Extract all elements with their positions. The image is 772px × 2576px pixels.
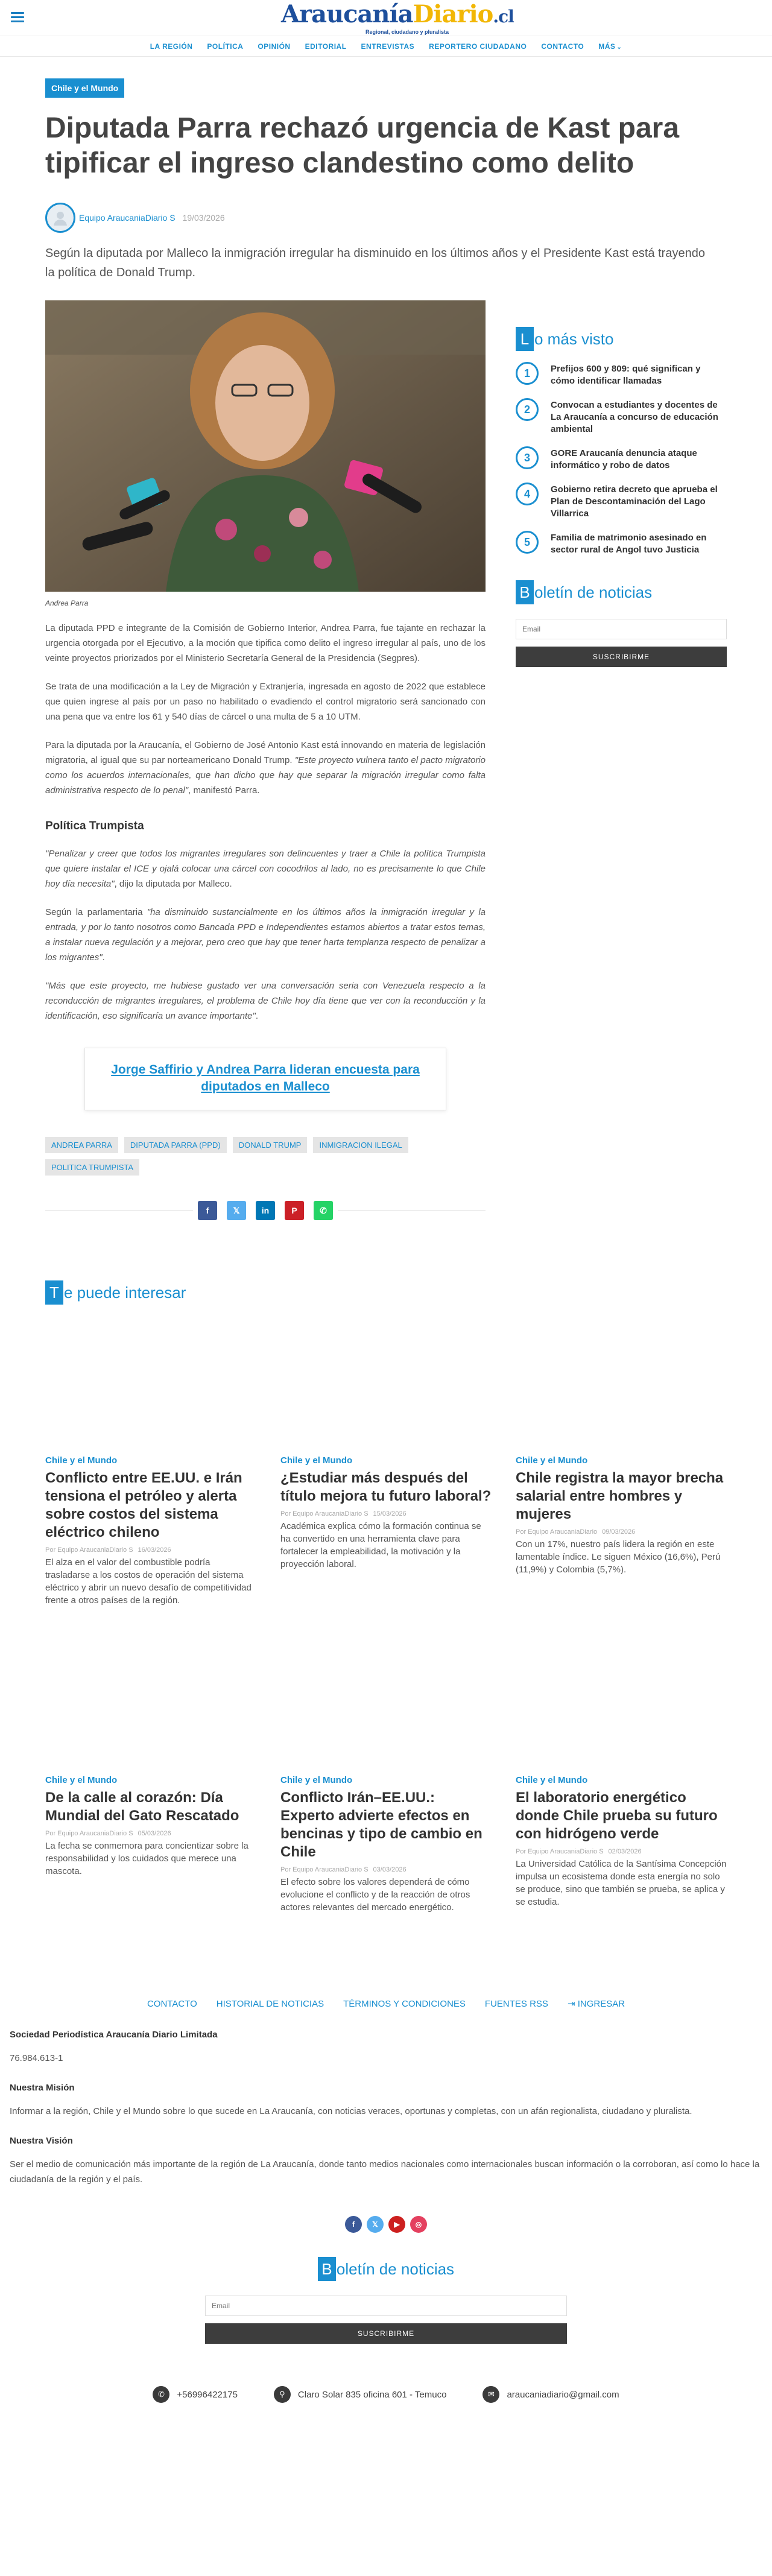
card-category[interactable]: Chile y el Mundo: [45, 1775, 118, 1785]
most-viewed-list: [516, 362, 727, 556]
card-author: Por Equipo AraucaniaDiario: [516, 1528, 598, 1536]
most-viewed-title: o más visto: [534, 329, 614, 348]
paragraph-4-quote: "Penalizar y creer que todos los migrantes irregulares son delincuentes y traer a Chile la política Trumpista que quiere instalar el ICE y ojalá colocar una cárcel con cocodrilos al lado, no es precisamente lo que Chile hoy día necesita": [45, 849, 486, 889]
mail-icon: ✉: [482, 2386, 499, 2403]
card-category[interactable]: Chile y el Mundo: [45, 1455, 118, 1466]
section-subheading: Política Trumpista: [45, 820, 144, 832]
card-title[interactable]: Chile registra la mayor brecha salarial entre hombres y mujeres: [516, 1470, 724, 1522]
most-viewed-title-1[interactable]: Prefijos 600 y 809: qué significan y cómo identificar llamadas: [551, 364, 701, 386]
list-item[interactable]: [516, 398, 727, 435]
paragraph-6-end: .: [255, 1011, 259, 1021]
interest-cards: [45, 1323, 727, 1962]
footer-link-rss[interactable]: FUENTES RSS: [484, 1998, 548, 2009]
x-icon: 𝕏: [233, 1205, 240, 1215]
facebook-icon: f: [206, 1206, 209, 1215]
card-title[interactable]: El laboratorio energético donde Chile prueba su futuro con hidrógeno verde: [516, 1790, 718, 1842]
footer-link-contacto[interactable]: CONTACTO: [147, 1998, 197, 2009]
share-bar: [45, 1201, 486, 1220]
card-meta: [280, 1510, 492, 1517]
tag-politica-trumpista[interactable]: POLITICA TRUMPISTA: [45, 1159, 139, 1176]
paragraph-3-end: , manifestó Parra.: [188, 785, 260, 796]
card-date: 02/03/2026: [608, 1848, 642, 1855]
nav-reportero-ciudadano[interactable]: REPORTERO CIUDADANO: [429, 42, 527, 51]
most-viewed-initial: L: [516, 327, 534, 351]
footer-newsletter-heading: [205, 2257, 567, 2281]
article-lead: Según la diputada por Malleco la inmigración irregular ha disminuido en los últimos años y el Presidente Kast está trayendo la política de Donald Trump.: [45, 247, 705, 279]
card-category[interactable]: Chile y el Mundo: [516, 1775, 588, 1785]
nav-la-region[interactable]: LA REGIÓN: [150, 42, 193, 51]
card-excerpt: La fecha se conmemora para concientizar sobre la responsabilidad y los cuidados que merece una mascota.: [45, 1841, 248, 1876]
whatsapp-share-button[interactable]: [314, 1201, 333, 1220]
vision-text: Ser el medio de comunicación más importante de la región de La Araucanía, donde tanto medios nacionales como internacionales buscan información o la corroboran, así como lo hace la ciudadanía de la región y el país.: [10, 2159, 760, 2185]
nav-mas[interactable]: [591, 42, 629, 51]
card-meta: [280, 1866, 492, 1873]
mission-title: Nuestra Misión: [10, 2083, 75, 2093]
card-title[interactable]: Conflicto Irán–EE.UU.: Experto advierte efectos en bencinas y tipo de cambio en Chile: [280, 1790, 482, 1860]
related-article-box: [84, 1048, 446, 1110]
user-icon: [51, 209, 69, 227]
nav-editorial[interactable]: EDITORIAL: [305, 42, 347, 51]
newsletter-initial: B: [516, 580, 534, 604]
most-viewed-title-4[interactable]: Gobierno retira decreto que aprueba el Plan de Descontaminación del Lago Villarrica: [551, 484, 718, 519]
card-meta: [45, 1546, 256, 1554]
author-name[interactable]: Equipo AraucaniaDiario S: [79, 213, 176, 223]
instagram-icon: ◎: [415, 2220, 422, 2229]
linkedin-share-button[interactable]: [256, 1201, 275, 1220]
image-caption: Andrea Parra: [45, 599, 89, 607]
tag-list: [45, 1137, 486, 1176]
rank-number: 4: [516, 483, 539, 505]
rank-number: 2: [516, 398, 539, 421]
newsletter-title: oletín de noticias: [534, 583, 653, 601]
site-header: [0, 0, 772, 36]
footer-info: [0, 2030, 772, 2187]
card-author: Por Equipo AraucaniaDiario S: [280, 1510, 369, 1517]
instagram-link[interactable]: [410, 2216, 427, 2233]
logo-text-1: Araucanía: [281, 0, 413, 28]
paragraph-2: Se trata de una modificación a la Ley de Migración y Extranjería, ingresada en agosto de 2022 que establece que quien ingrese al país por un paso no habilitado o evadiendo el control migratorio será sancionado con una pena que va entre los 61 y 540 días de cárcel o una multa de 5 a 10 UTM.: [45, 682, 486, 722]
card-author: Por Equipo AraucaniaDiario S: [45, 1830, 133, 1837]
card-excerpt: El alza en el valor del combustible podría trasladarse a los costos de operación del sistema eléctrico y abrir un nuevo desafío de competitividad frente a otros países de la región.: [45, 1557, 252, 1606]
contact-address: [274, 2386, 447, 2403]
main-nav: [0, 36, 772, 57]
tag-diputada-parra[interactable]: DIPUTADA PARRA (PPD): [124, 1137, 227, 1153]
news-card[interactable]: [280, 1642, 492, 1962]
newsletter-email-input[interactable]: [516, 619, 727, 639]
tag-inmigracion-ilegal[interactable]: INMIGRACION ILEGAL: [313, 1137, 408, 1153]
address-text: Claro Solar 835 oficina 601 - Temuco: [297, 2389, 447, 2400]
card-title[interactable]: De la calle al corazón: Día Mundial del Gato Rescatado: [45, 1790, 239, 1824]
card-date: 09/03/2026: [602, 1528, 636, 1536]
footer-nav: [0, 1998, 772, 2009]
contact-phone[interactable]: [153, 2386, 238, 2403]
card-author: Por Equipo AraucaniaDiario S: [516, 1848, 604, 1855]
nav-opinion[interactable]: OPINIÓN: [258, 42, 291, 51]
nav-entrevistas[interactable]: ENTREVISTAS: [361, 42, 415, 51]
pinterest-icon: P: [291, 1206, 297, 1215]
card-excerpt: Con un 17%, nuestro país lidera la región en este lamentable índice. Le siguen México (16,6%), Perú (11,9%) y Colombia (5,7%).: [516, 1539, 721, 1575]
location-icon: ⚲: [274, 2386, 291, 2403]
card-date: 16/03/2026: [138, 1546, 171, 1554]
related-article-link[interactable]: Jorge Saffirio y Andrea Parra lideran encuesta para diputados en Malleco: [111, 1063, 420, 1093]
list-item[interactable]: [516, 531, 727, 556]
nav-politica[interactable]: POLÍTICA: [207, 42, 244, 51]
rank-number: 1: [516, 362, 539, 385]
paragraph-5-text: Según la parlamentaria: [45, 907, 147, 917]
rank-number: 5: [516, 531, 539, 554]
footer-link-ingresar[interactable]: [568, 1998, 625, 2009]
paragraph-5-quote: "ha disminuido sustancialmente en los últimos años la inmigración irregular y la entrada, y por lo tanto nosotros como Bancada PPD e Independientes estamos abiertos a tratar estos temas, a instalar nueva regulación y a mejorar, pero creo que hay que tener harta templanza respecto de penalizar a los migrantes": [45, 907, 486, 963]
most-viewed-heading: [516, 327, 727, 351]
social-links: [0, 2216, 772, 2233]
card-excerpt: Académica explica cómo la formación continua se ha convertido en una herramienta clave para fortalecer la empleabilidad, la motivación y la proyección laboral.: [280, 1521, 481, 1569]
card-category[interactable]: Chile y el Mundo: [516, 1455, 588, 1466]
article-hero-image: [45, 300, 486, 592]
menu-icon[interactable]: [11, 12, 24, 23]
byline: [45, 203, 727, 233]
whatsapp-icon: ✆: [320, 1205, 327, 1215]
publish-date: 19/03/2026: [182, 213, 225, 223]
footer-link-terminos[interactable]: TÉRMINOS Y CONDICIONES: [343, 1998, 466, 2009]
card-title[interactable]: Conflicto entre EE.UU. e Irán tensiona el petróleo y alerta sobre costos del sistema eléctrico chileno: [45, 1470, 242, 1540]
company-rut: 76.984.613-1: [10, 2053, 63, 2063]
facebook-icon: f: [352, 2220, 355, 2229]
news-card[interactable]: [280, 1323, 492, 1642]
list-item[interactable]: [516, 362, 727, 387]
interest-heading: [45, 1280, 727, 1305]
linkedin-icon: in: [261, 1206, 270, 1215]
most-viewed-title-5[interactable]: Familia de matrimonio asesinado en sector rural de Angol tuvo Justicia: [551, 533, 707, 555]
footer-newsletter-initial: B: [318, 2257, 336, 2281]
paragraph-5-end: .: [102, 952, 105, 963]
card-meta: [516, 1848, 727, 1855]
interest-title: e puede interesar: [64, 1283, 186, 1302]
nav-contacto[interactable]: CONTACTO: [541, 42, 584, 51]
paragraph-3: [45, 738, 486, 798]
list-item[interactable]: [516, 446, 727, 472]
phone-number: +56996422175: [177, 2389, 238, 2400]
facebook-share-button[interactable]: [198, 1201, 217, 1220]
newsletter-heading: [516, 580, 727, 604]
news-card[interactable]: [45, 1642, 256, 1962]
article-main: [45, 300, 486, 1220]
nav-mas-label: MÁS: [598, 42, 616, 51]
vision-title: Nuestra Visión: [10, 2136, 73, 2146]
mission-text: Informar a la región, Chile y el Mundo sobre lo que sucede en La Araucanía, con noticias veraces, oportunas y completas, con un afán regionalista, ciudadano y pluralista.: [10, 2106, 692, 2116]
logo-text-3: .cl: [493, 7, 514, 27]
subscribe-button[interactable]: SUSCRIBIRME: [516, 647, 727, 667]
logo-text-2: Diario: [413, 0, 493, 28]
logo-tagline: Regional, ciudadano y pluralista: [365, 29, 449, 35]
contact-email[interactable]: [482, 2386, 619, 2403]
tag-donald-trump[interactable]: DONALD TRUMP: [233, 1137, 308, 1153]
contact-info: [0, 2386, 772, 2403]
chevron-down-icon: ⌄: [616, 43, 622, 51]
phone-icon: ✆: [153, 2386, 169, 2403]
company-name: Sociedad Periodística Araucanía Diario Limitada: [10, 2030, 218, 2040]
news-card[interactable]: [516, 1642, 727, 1962]
youtube-icon: ▶: [394, 2220, 400, 2229]
category-badge[interactable]: Chile y el Mundo: [45, 78, 124, 98]
rank-number: 3: [516, 446, 539, 469]
news-card[interactable]: [516, 1323, 727, 1642]
news-card[interactable]: [45, 1323, 256, 1642]
footer-link-ingresar-label: INGRESAR: [577, 1999, 625, 2009]
paragraph-3-text: Para la diputada por la Araucanía, el Gobierno de José Antonio Kast está innovando en materia de legislación migratoria, al igual que su par norteamericano Donald Trump.: [45, 740, 486, 765]
footer-subscribe-button[interactable]: SUSCRIBIRME: [205, 2323, 567, 2344]
footer-newsletter-title: oletín de noticias: [336, 2259, 455, 2278]
site-logo[interactable]: [281, 0, 514, 35]
paragraph-5: [45, 905, 486, 965]
card-title[interactable]: ¿Estudiar más después del título mejora tu futuro laboral?: [280, 1470, 492, 1504]
card-category[interactable]: Chile y el Mundo: [280, 1775, 353, 1785]
paragraph-6-quote: "Más que este proyecto, me hubiese gustado ver una conversación seria con Venezuela respecto a la reconducción de migrantes irregulares, el problema de Chile hoy día tiene que ver con la reconducción y la identificación, eso significaría un avance importante": [45, 981, 486, 1021]
article-container: [45, 57, 727, 1962]
x-link[interactable]: [367, 2216, 384, 2233]
card-date: 03/03/2026: [373, 1866, 407, 1873]
card-meta: [45, 1830, 256, 1837]
paragraph-6: [45, 978, 486, 1024]
card-meta: [516, 1528, 727, 1536]
tag-andrea-parra[interactable]: ANDREA PARRA: [45, 1137, 118, 1153]
paragraph-3-quote: "Este proyecto vulnera tanto el pacto migratorio como los acuerdos internacionales, que han dicho que hay que separar la migración irregular como falta administrativa respecto de lo penal": [45, 755, 486, 796]
card-date: 05/03/2026: [138, 1830, 171, 1837]
paragraph-4-end: , dijo la diputada por Malleco.: [114, 879, 232, 889]
login-icon: ⇥: [567, 1999, 578, 2009]
paragraph-4: [45, 846, 486, 891]
author-avatar[interactable]: [45, 203, 75, 233]
paragraph-1: La diputada PPD e integrante de la Comisión de Gobierno Interior, Andrea Parra, fue tajante en rechazar la urgencia otorgada por el Ejecutivo, a la moción que tipifica como delito el ingreso irregular al país, uno de los veinte proyectos priorizados por el Ministerio Secretaría General de la Presidencia (Segpres).: [45, 623, 486, 663]
most-viewed-title-3[interactable]: GORE Araucanía denuncia ataque informático y robo de datos: [551, 448, 697, 470]
article-title: Diputada Parra rechazó urgencia de Kast para tipificar el ingreso clandestino como delito: [45, 112, 680, 179]
sidebar: [516, 300, 727, 1220]
email-address: araucaniadiario@gmail.com: [507, 2389, 619, 2400]
card-author: Por Equipo AraucaniaDiario S: [280, 1866, 369, 1873]
facebook-link[interactable]: [345, 2216, 362, 2233]
footer-newsletter: [205, 2257, 567, 2344]
card-excerpt: La Universidad Católica de la Santísima Concepción impulsa un ecosistema donde esta energía no solo se produce, sino que también se prueba, se aplica y se estudia.: [516, 1859, 727, 1907]
x-icon: 𝕏: [372, 2220, 378, 2229]
card-date: 15/03/2026: [373, 1510, 407, 1517]
card-excerpt: El efecto sobre los valores dependerá de cómo evolucione el conflicto y de la reacción de otros actores relevantes del mercado energético.: [280, 1877, 470, 1913]
most-viewed-title-2[interactable]: Convocan a estudiantes y docentes de La Araucanía a concurso de educación ambiental: [551, 400, 718, 434]
footer-link-historial[interactable]: HISTORIAL DE NOTICIAS: [216, 1998, 324, 2009]
list-item[interactable]: [516, 483, 727, 520]
article-body: [45, 621, 486, 1024]
pinterest-share-button[interactable]: [285, 1201, 304, 1220]
card-category[interactable]: Chile y el Mundo: [280, 1455, 353, 1466]
footer-email-input[interactable]: [205, 2296, 567, 2316]
interest-initial: T: [45, 1280, 63, 1305]
card-author: Por Equipo AraucaniaDiario S: [45, 1546, 133, 1554]
youtube-link[interactable]: [388, 2216, 405, 2233]
x-share-button[interactable]: [227, 1201, 246, 1220]
